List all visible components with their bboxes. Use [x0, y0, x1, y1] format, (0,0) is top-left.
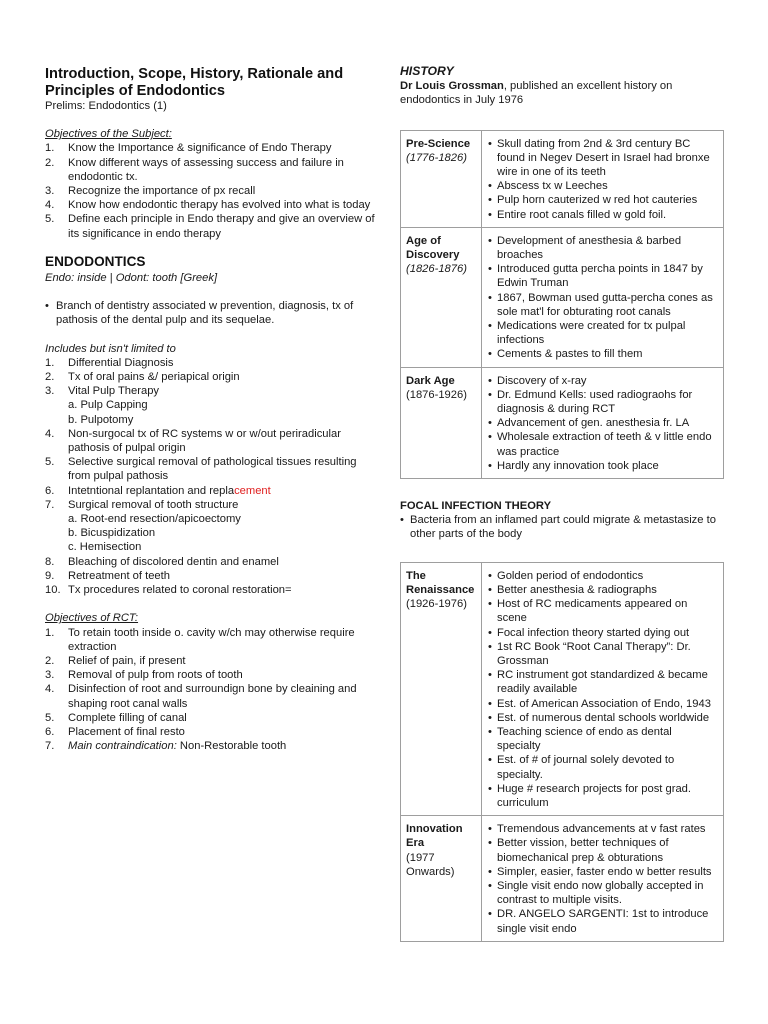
- era-period: (1876-1926): [406, 388, 467, 401]
- sub-list-item: b. Bicuspidization: [68, 527, 156, 540]
- history-intro-text: , published an excellent history on endodontics in July 1976: [400, 80, 673, 107]
- table-row: [401, 227, 724, 367]
- list-item: 10. Tx procedures related to coronal restoration=: [45, 584, 292, 597]
- list-item-text: Know how endodontic therapy has evolved into what is today: [68, 199, 371, 212]
- list-item: • Medications were created for tx pulpal infections: [487, 319, 718, 347]
- list-item: 1. To retain tooth inside o. cavity w/ch may otherwise require extraction: [45, 626, 355, 653]
- list-item: • Simpler, easier, faster endo w better results: [487, 865, 718, 879]
- era-period: (1977 Onwards): [406, 851, 455, 878]
- era-cell: [401, 130, 482, 227]
- sub-list-item: a. Pulp Capping: [68, 399, 148, 412]
- list-item: 7. Main contraindication: Non-Restorable tooth: [45, 740, 287, 753]
- era-points-cell: [482, 130, 724, 227]
- list-item: 3. Vital Pulp Therapy: [45, 385, 160, 398]
- sub-list-item: c. Hemisection: [68, 541, 142, 554]
- list-item-text: Non-surgocal tx of RC systems w or w/out periradicular pathosis of pulpal origin: [68, 427, 341, 455]
- list-item-text: Tx procedures related to coronal restoration=: [68, 584, 292, 597]
- list-item: • 1st RC Book “Root Canal Therapy”: Dr. Grossman: [487, 640, 718, 668]
- sub-list-item: a. Root-end resection/apicoectomy: [68, 513, 241, 526]
- table-row: [401, 367, 724, 478]
- list-item: 1. Differential Diagnosis: [45, 356, 174, 369]
- era-points-list: [487, 374, 718, 473]
- list-item: 2. Relief of pain, if present: [45, 654, 186, 667]
- document-subtitle: Prelims: Endodontics (1): [45, 100, 167, 112]
- sub-list-item: b. Pulpotomy: [68, 413, 134, 426]
- table-row: [401, 562, 724, 815]
- list-item: 4. Disinfection of root and surroundign bone by cleaining and shaping root canal walls: [45, 683, 357, 710]
- era-name: Dark Age: [406, 374, 455, 387]
- list-item-text: Complete filling of canal: [68, 711, 187, 724]
- list-item: • Development of anesthesia & barbed broaches: [487, 234, 718, 262]
- list-item: • Cements & pastes to fill them: [487, 347, 718, 361]
- list-item: • Better anesthesia & radiographs: [487, 583, 718, 597]
- list-item: 7. Surgical removal of tooth structure: [45, 498, 239, 511]
- era-points-list: [487, 137, 718, 222]
- list-item: • DR. ANGELO SARGENTI: 1st to introduce single visit endo: [487, 907, 718, 935]
- era-name: Innovation Era: [406, 823, 463, 850]
- list-item-text: Surgical removal of tooth structure: [68, 498, 239, 511]
- era-period: (1776-1826): [406, 151, 467, 164]
- list-item: • Est. of numerous dental schools worldwide: [487, 711, 718, 725]
- list-item: • Advancement of gen. anesthesia fr. LA: [487, 416, 718, 430]
- list-item: 3. Removal of pulp from roots of tooth: [45, 669, 243, 682]
- list-item: 6. Intetntional replantation and replacement: [45, 484, 271, 497]
- list-item: 4. Know how endodontic therapy has evolved into what is today: [45, 199, 371, 212]
- list-item-text: Know different ways of assessing success and failure in endodontic tx.: [68, 156, 344, 183]
- list-item: 5. Selective surgical removal of pathological tissues resulting from pulpal pathosis: [45, 456, 357, 483]
- era-cell: [401, 816, 482, 942]
- era-cell: [401, 367, 482, 478]
- highlighted-text: cement: [234, 484, 271, 497]
- list-item: 4. Non-surgocal tx of RC systems w or w/out periradicular pathosis of pulpal origin: [45, 427, 341, 455]
- list-item: 8. Bleaching of discolored dentin and enamel: [45, 555, 279, 568]
- table-row: [401, 816, 724, 942]
- list-item: • Discovery of x-ray: [487, 374, 718, 388]
- document-title: Introduction, Scope, History, Rationale and Principles of Endodontics: [45, 66, 344, 99]
- list-item: • Host of RC medicaments appeared on scene: [487, 597, 718, 625]
- history-table-2: [400, 562, 724, 942]
- list-item-text: Differential Diagnosis: [68, 356, 174, 369]
- list-item-text: Recognize the importance of px recall: [68, 185, 256, 198]
- history-heading: HISTORY: [400, 64, 454, 78]
- includes-list: [45, 356, 375, 597]
- list-item-text: Selective surgical removal of pathological tissues resulting from pulpal pathosis: [68, 456, 357, 483]
- list-item: • Est. of # of journal solely devoted to specialty.: [487, 753, 718, 781]
- era-points-list: [487, 822, 718, 936]
- author-name: Dr Louis Grossman: [400, 80, 504, 93]
- list-item: • Teaching science of endo as dental specialty: [487, 725, 718, 753]
- list-item: • Est. of American Association of Endo, 1943: [487, 697, 718, 711]
- era-name: The Renaissance: [406, 569, 475, 596]
- list-item-text: Placement of final resto: [68, 725, 185, 738]
- list-item: • Introduced gutta percha points in 1847 by Edwin Truman: [487, 262, 718, 290]
- list-item: • Hardly any innovation took place: [487, 459, 718, 473]
- history-intro: [400, 79, 724, 107]
- objectives-heading: Objectives of the Subject:: [45, 128, 172, 141]
- era-points-list: [487, 234, 718, 362]
- objectives-list: [45, 141, 375, 240]
- era-points-cell: [482, 367, 724, 478]
- list-item: • Pulp horn cauterized w red hot cauteries: [487, 193, 718, 207]
- list-item: • Single visit endo now globally accepted in contrast to multiple visits.: [487, 879, 718, 907]
- list-item: • Skull dating from 2nd & 3rd century BC found in Negev Desert in Israel had bronxe wire in one of its teeth: [487, 137, 718, 180]
- right-column: [400, 64, 724, 942]
- list-item: • Better vission, better techniques of biomechanical prep & obturations: [487, 836, 718, 864]
- era-points-cell: [482, 227, 724, 367]
- rct-list: [45, 626, 375, 754]
- history-table-1: [400, 130, 724, 479]
- era-points-cell: [482, 816, 724, 942]
- list-item-text: Tx of oral pains &/ periapical origin: [68, 371, 240, 384]
- list-item-text: Disinfection of root and surroundign bone by cleaining and shaping root canal walls: [68, 683, 357, 710]
- list-item-text: Retreatment of teeth: [68, 569, 170, 582]
- list-item: 3. Recognize the importance of px recall: [45, 185, 256, 198]
- includes-heading: Includes but isn't limited to: [45, 342, 176, 355]
- focal-infection-text: • Bacteria from an inflamed part could migrate & metastasize to other parts of the body: [400, 513, 724, 541]
- list-item-text: Bleaching of discolored dentin and enamel: [68, 555, 279, 568]
- contraindication-text: Non-Restorable tooth: [176, 740, 287, 753]
- era-name: Pre-Science: [406, 137, 471, 150]
- list-item: • Dr. Edmund Kells: used radiograohs for diagnosis & during RCT: [487, 388, 718, 416]
- list-item: 1. Know the Importance & significance of Endo Therapy: [45, 142, 332, 155]
- list-item-text: Relief of pain, if present: [68, 654, 186, 667]
- list-item-text: To retain tooth inside o. cavity w/ch may otherwise require extraction: [68, 626, 355, 653]
- list-item: 2. Know different ways of assessing success and failure in endodontic tx.: [45, 156, 344, 183]
- list-item: 2. Tx of oral pains &/ periapical origin: [45, 371, 240, 384]
- list-item-text: Intetntional replantation and repla: [68, 484, 235, 497]
- list-item-text: Define each principle in Endo therapy and give an overview of its significance in endo therapy: [68, 213, 375, 240]
- endodontics-heading: ENDODONTICS: [45, 253, 146, 269]
- list-item: 5. Define each principle in Endo therapy and give an overview of its significance in endo therapy: [45, 213, 375, 240]
- contraindication-label: Main contraindication:: [68, 740, 177, 753]
- etymology-line: Endo: inside | Odont: tooth [Greek]: [45, 272, 218, 285]
- list-item: • Huge # research projects for post grad. curriculum: [487, 782, 718, 810]
- list-item: • Focal infection theory started dying out: [487, 626, 718, 640]
- list-item-text: Know the Importance & significance of Endo Therapy: [68, 142, 332, 155]
- list-item: • Tremendous advancements at v fast rates: [487, 822, 718, 836]
- list-item: • 1867, Bowman used gutta-percha cones as sole mat'l for obturating root canals: [487, 291, 718, 319]
- list-item: • Golden period of endodontics: [487, 569, 718, 583]
- era-period: (1926-1976): [406, 598, 467, 611]
- era-name: Age of Discovery: [406, 234, 460, 262]
- era-period: (1826-1876): [406, 263, 467, 276]
- list-item: 5. Complete filling of canal: [45, 711, 187, 724]
- list-item: 6. Placement of final resto: [45, 725, 185, 738]
- era-points-cell: [482, 562, 724, 815]
- era-points-list: [487, 569, 718, 810]
- focal-infection-heading: FOCAL INFECTION THEORY: [400, 500, 552, 513]
- list-item: • Wholesale extraction of teeth & v little endo was practice: [487, 430, 718, 458]
- list-item-text: Vital Pulp Therapy: [68, 385, 160, 398]
- era-cell: [401, 227, 482, 367]
- list-item-text: Removal of pulp from roots of tooth: [68, 669, 243, 682]
- rct-heading: Objectives of RCT:: [45, 612, 139, 625]
- list-item: • Abscess tx w Leeches: [487, 179, 718, 193]
- left-column: [45, 66, 375, 753]
- list-item: 9. Retreatment of teeth: [45, 569, 170, 582]
- list-item: • Entire root canals filled w gold foil.: [487, 208, 718, 222]
- definition-bullet: • Branch of dentistry associated w prevention, diagnosis, tx of pathosis of the dental pulp and its sequelae.: [45, 299, 375, 327]
- era-cell: [401, 562, 482, 815]
- table-row: [401, 130, 724, 227]
- list-item: • RC instrument got standardized & became readily available: [487, 668, 718, 696]
